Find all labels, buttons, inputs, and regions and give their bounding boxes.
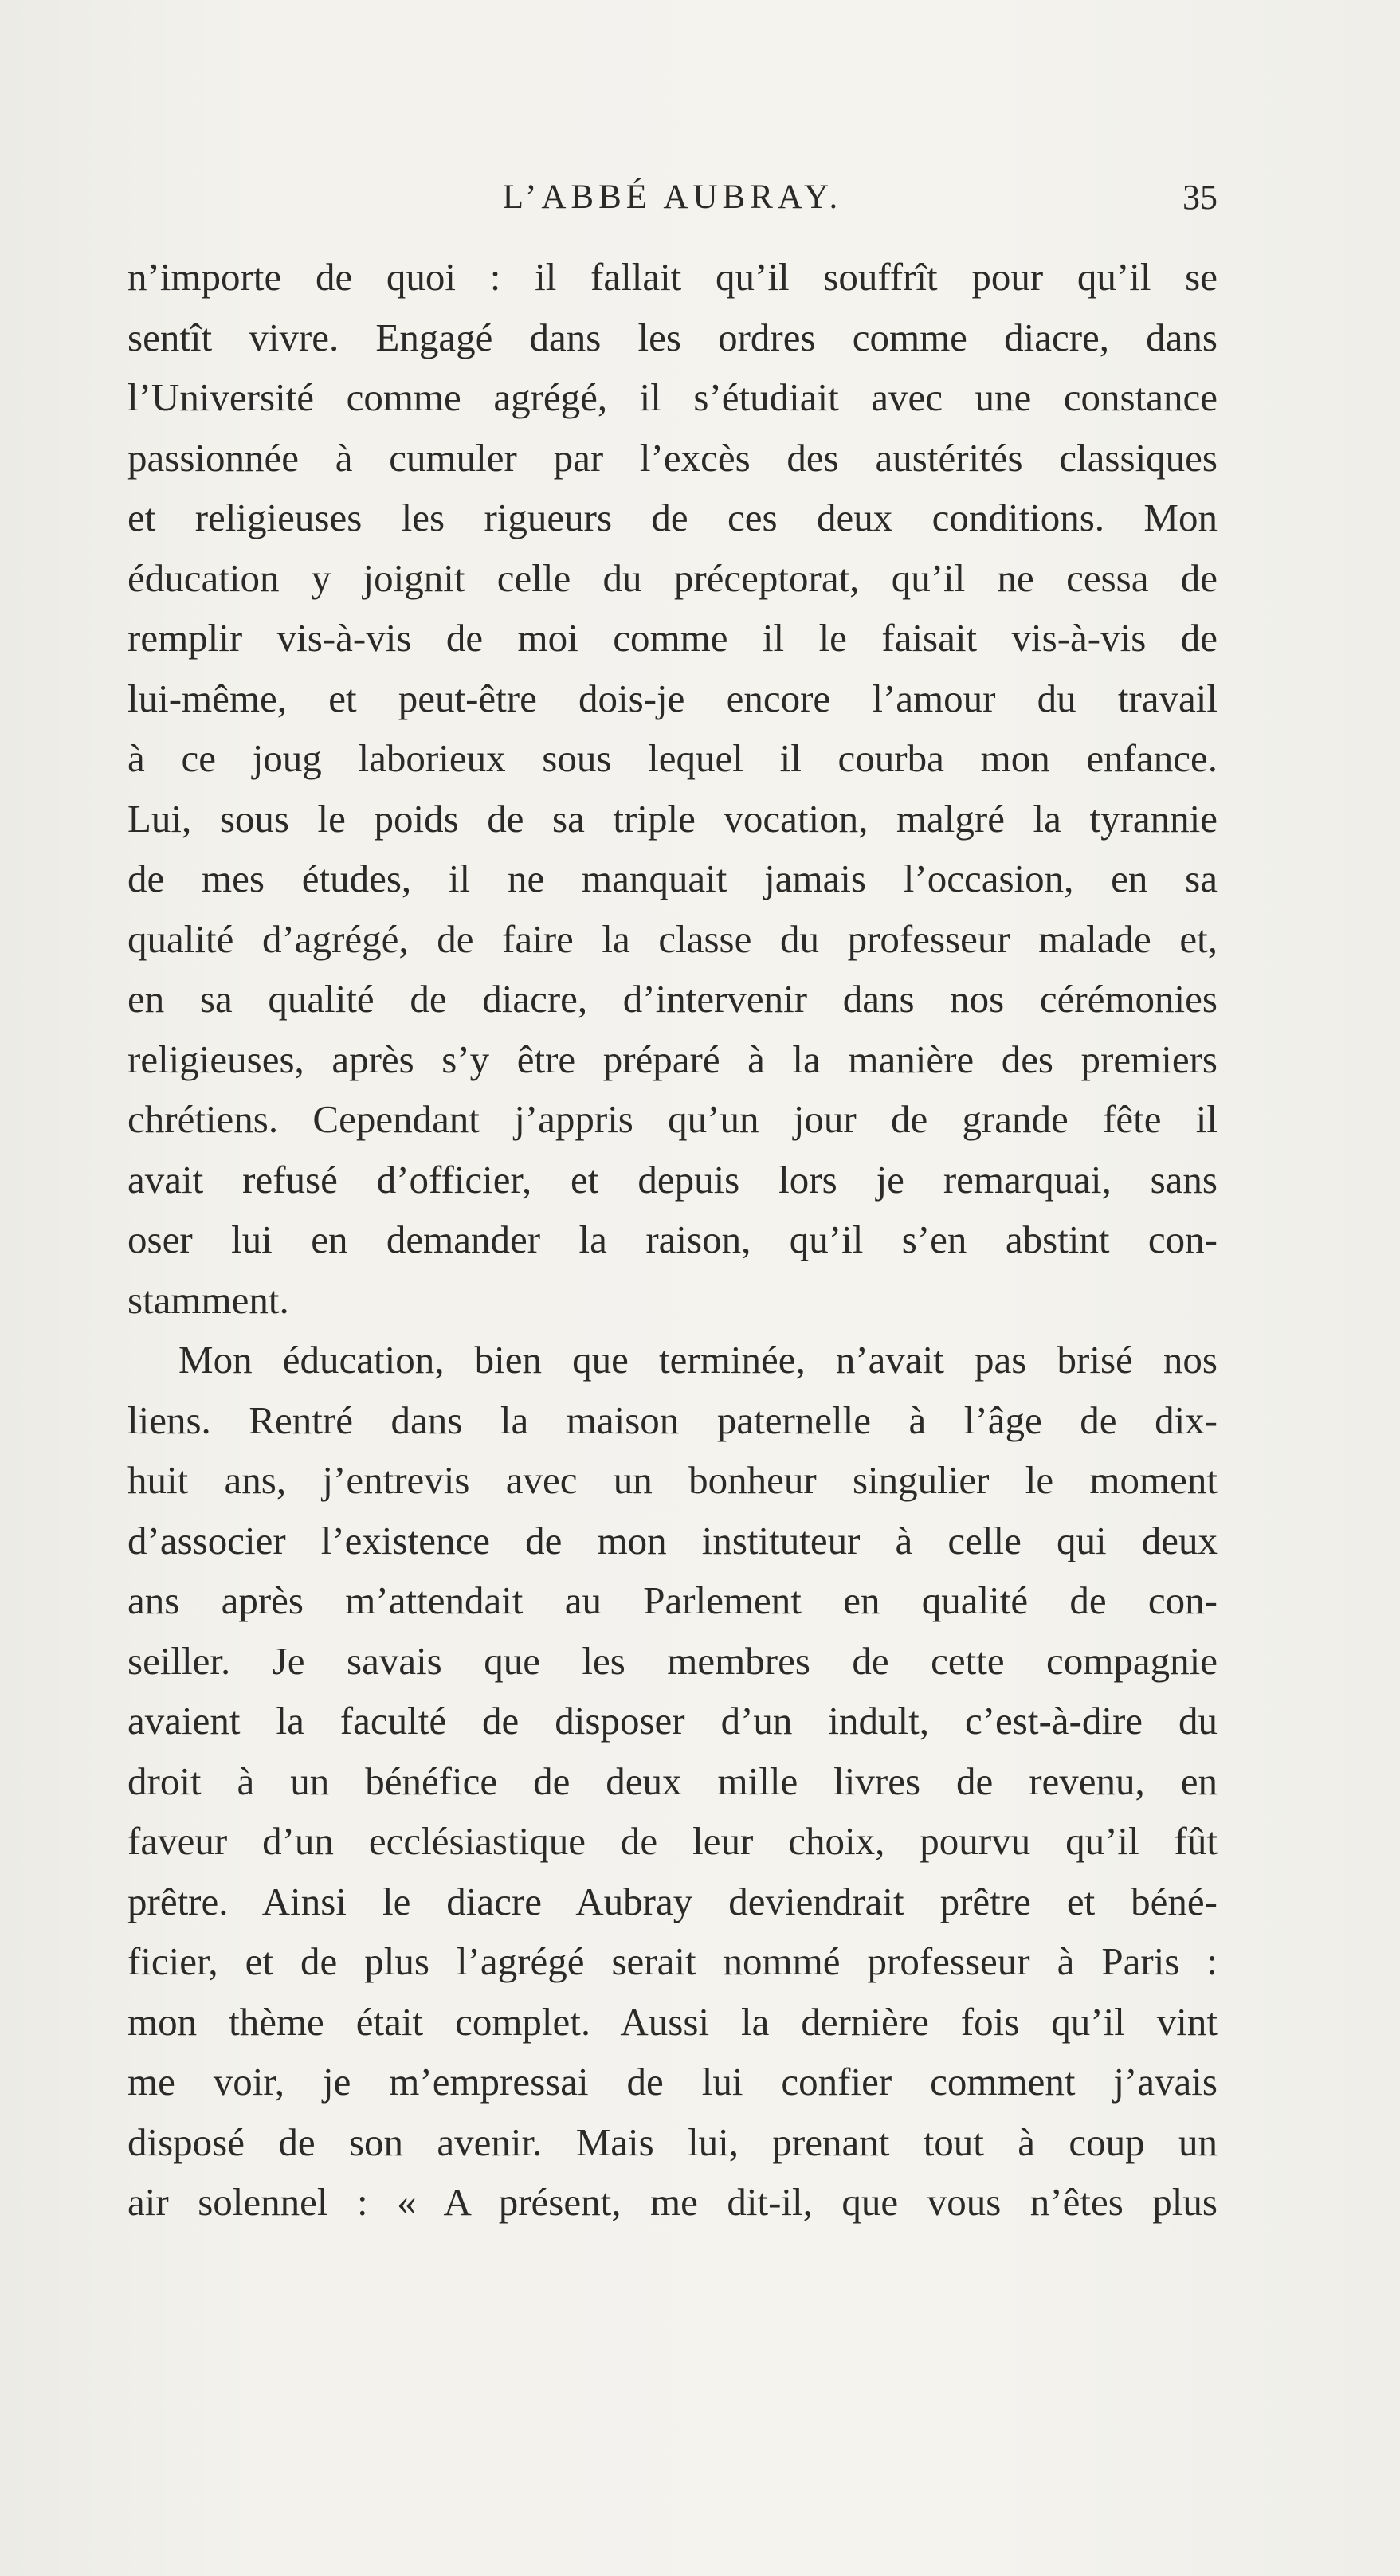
text-line: Lui, sous le poids de sa triple vocation, malgré la tyrannie: [127, 796, 1218, 841]
text-line: en sa qualité de diacre, d’intervenir dans nos cérémonies: [127, 977, 1218, 1021]
running-title: L’ABBÉ AUBRAY.: [502, 178, 843, 216]
text-line: remplir vis-à-vis de moi comme il le faisait vis-à-vis de: [127, 616, 1218, 660]
page-header: [127, 174, 1218, 222]
text-line: liens. Rentré dans la maison paternelle à l’âge de dix-: [127, 1398, 1218, 1442]
text-line: avaient la faculté de disposer d’un indult, c’est-à-dire du: [127, 1699, 1218, 1743]
text-line: air solennel : « A présent, me dit-il, que vous n’êtes plus: [127, 2180, 1218, 2224]
body-text: [127, 247, 1218, 2233]
paragraph-2: [127, 1330, 1218, 2233]
text-line: me voir, je m’empressai de lui confier comment j’avais: [127, 2060, 1218, 2104]
text-line: prêtre. Ainsi le diacre Aubray deviendrait prêtre et béné-: [127, 1879, 1218, 1923]
text-line: religieuses, après s’y être préparé à la manière des premiers: [127, 1037, 1218, 1081]
text-line: et religieuses les rigueurs de ces deux conditions. Mon: [127, 496, 1218, 539]
text-line: huit ans, j’entrevis avec un bonheur singulier le moment: [127, 1458, 1218, 1502]
text-line: passionnée à cumuler par l’excès des austérités classiques: [127, 435, 1218, 480]
text-line: sentît vivre. Engagé dans les ordres comme diacre, dans: [127, 315, 1218, 359]
text-line: qualité d’agrégé, de faire la classe du professeur malade et,: [127, 916, 1218, 961]
text-line: de mes études, il ne manquait jamais l’occasion, en sa: [127, 857, 1218, 900]
text-line: ficier, et de plus l’agrégé serait nommé professeur à Paris :: [127, 1939, 1218, 1983]
page-number: 35: [1182, 178, 1218, 217]
text-line: droit à un bénéfice de deux mille livres de revenu, en: [127, 1759, 1218, 1803]
text-line: disposé de son avenir. Mais lui, prenant tout à coup un: [127, 2119, 1218, 2164]
text-line: n’importe de quoi : il fallait qu’il souffrît pour qu’il se: [127, 255, 1218, 299]
paragraph-1: [127, 247, 1218, 1330]
text-line: Mon éducation, bien que terminée, n’avait pas brisé nos: [178, 1338, 1218, 1382]
text-line: l’Université comme agrégé, il s’étudiait avec une constance: [127, 375, 1218, 419]
text-line: avait refusé d’officier, et depuis lors je remarquai, sans: [127, 1157, 1218, 1202]
text-line: mon thème était complet. Aussi la dernière fois qu’il vint: [127, 1999, 1218, 2044]
text-line: stamment.: [127, 1277, 289, 1322]
text-line: éducation y joignit celle du préceptorat, qu’il ne cessa de: [127, 555, 1218, 600]
text-line: chrétiens. Cependant j’appris qu’un jour de grande fête il: [127, 1097, 1218, 1141]
text-line: faveur d’un ecclésiastique de leur choix, pourvu qu’il fût: [127, 1819, 1218, 1863]
text-line: oser lui en demander la raison, qu’il s’en abstint con-: [127, 1217, 1218, 1261]
text-line: seiller. Je savais que les membres de cette compagnie: [127, 1638, 1218, 1683]
text-line: d’associer l’existence de mon instituteur à celle qui deux: [127, 1518, 1218, 1562]
text-line: lui-même, et peut-être dois-je encore l’amour du travail: [127, 676, 1218, 720]
text-line: à ce joug laborieux sous lequel il courba mon enfance.: [127, 736, 1218, 780]
text-line: ans après m’attendait au Parlement en qualité de con-: [127, 1578, 1218, 1622]
